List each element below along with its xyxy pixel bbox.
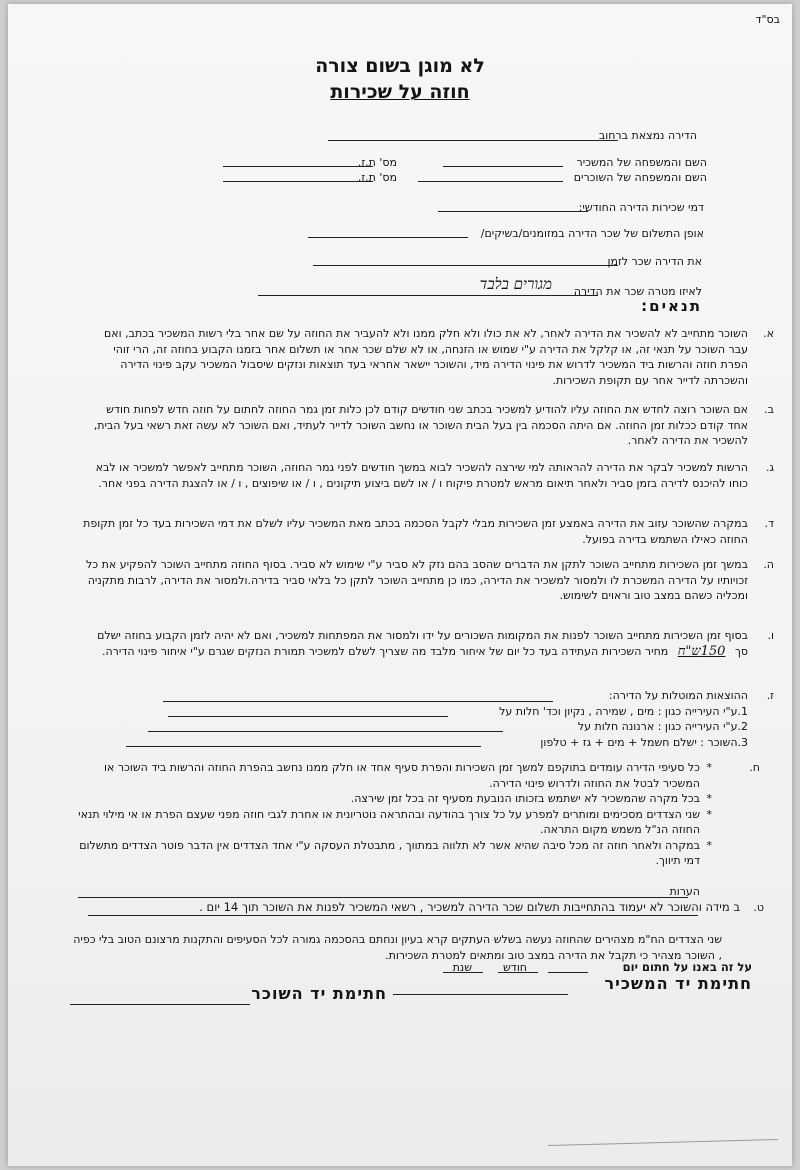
purpose-line[interactable] <box>258 295 598 296</box>
clause-d-letter: ד. <box>764 517 774 530</box>
clause-f-text-b: מחיר השכירות העתידה בעד כל יום של איחור מלבד מה שצריך לשלם למשכיר תמורת הנזקים שגרם ע"י איחור פינוי הדירה. <box>101 644 669 658</box>
clause-d-text: במקרה שהשוכר עזוב את הדירה באמצע זמן השכירות מבלי לקבל הסכמה בכתב מאת המשכיר עליו לשלם את דמי השכירות בעד כל זמן תקופת החוזה כאילו השתמש בדירה בפועל. <box>83 517 748 546</box>
clause-t-text: ב מידה והשוכר לא יעמוד בהתחייבות תשלום שכר הדירה למשכיר , רשאי המשכיר לפנות את השוכר תוך 14 יום . <box>199 900 740 914</box>
tenant-signature-line[interactable] <box>70 1004 250 1005</box>
purpose-label: לאיזו מטרה שכר את הדירה <box>573 285 702 298</box>
clause-h-item-4: * במקרה ולאחר חוזה זה מכל סיבה שהיא אשר לא תלווה במתווך , מתבטלת העסקה ע"י אחד הצדדים אין הדבר פוטר הצדדים מתשלום דמי תיווך. <box>72 838 712 869</box>
rent-period-label: את הדירה שכר לזמן <box>607 255 702 268</box>
clause-f-text-a: בסוף זמן השכירות מתחייב השוכר לפנות את המקומות השכורים על ידו ולמסור את המפתחות למשכיר, ואם לא יהיה לזמן הקבוע בחוזה ישלם סך <box>97 629 748 658</box>
monthly-rent-line[interactable] <box>438 211 588 212</box>
clause-b-letter: ב. <box>764 403 774 416</box>
signed-on-label: על זה באנו על חתום יום <box>622 960 752 974</box>
clause-h-item-2: * בכל מקרה שהמשכיר לא ישתמש בזכותו הנובעת מסעיף זה בכל זמן שירצה. <box>72 791 712 807</box>
year-label: שנת <box>452 961 472 974</box>
document-title: לא מוגן בשום צורה <box>315 55 485 77</box>
clause-e-text: במשך זמן השכירות מתחייב השוכר לתקן את הדברים שהסב בהם נזק לא סביר ע"י שימוש לא סביר. בסוף החוזה מתחייב השוכר להפקיע את כל זכויותיו על הדירה המשכרת לו ולמסור למשכיר את הדירה, כמו כן מתחייב השוכר לתקן כל בלאי סביר בדירה.ולמסור את הדירה, לרבות מתקניה ומכליה כשהם במצב טוב וראוים לשימוש. <box>86 558 748 602</box>
landlord-signature-label: חתימת יד המשכיר <box>604 974 752 993</box>
expense-item-2: 2.ע"י העירייה כגון : ארנונה חלות על <box>577 720 748 733</box>
clause-h-list <box>72 760 712 869</box>
purpose-handwritten-value: מגורים בלבד <box>479 275 552 293</box>
tenant-name-line[interactable] <box>418 181 563 182</box>
expense-item-3: 3.השוכר : ישלם חשמל + מים + גז + טלפון <box>540 735 748 749</box>
expense-item-1: 1.ע"י העירייה כגון : מים , שמירה , נקיון וכד' חלות על <box>499 704 748 718</box>
landlord-name-label: השם והמשפחה של המשכיר <box>576 156 707 169</box>
clause-c-letter: ג. <box>765 461 774 474</box>
clause-b <box>83 402 774 449</box>
year-line[interactable] <box>443 972 483 973</box>
tenant-name-label: השם והמשפחה של השוכרים <box>573 171 707 184</box>
day-line[interactable] <box>548 972 588 973</box>
clause-c-text: הרשות למשכיר לבקר את הדירה להראותה למי שירצה להשכיר לבוא במשך חודשים לפני גמר החוזה, השוכר מתחייב לאפשר למשכיר או לבא כוחו להיכנס לדירה בזמן סביר ולאחר תיאום מראש למטרת פיקוח ו / או לשם ביצוע תיקונים , ו / או שיפוצים , ו / או להצגת הדירה בפני אחר. <box>95 461 748 490</box>
clause-a-text: השוכר מתחייב לא להשכיר את הדירה לאחר, לא את כולו ולא חלק ממנו ולא להעביר את החוזה על שם אחר בלי רשות המשכיר בכתב, ואם עבר השוכר על תנאי זה, או קלקל את הדירה ע"י שמוש או הזנחה, או לא שלם שכר אחר או תשלום אחר בזמנו הקבוע בחוזה זה, הרי זוהי הפרת חוזה והרשות ביד המשכיר לדרוש את פינוי הדירה מיד, והשוכר יישאר אחראי בעד תוצאות ונזקים שיסבול המשכיר עקב פינוי הדירה והשכרתה לדייר אחר עם תקופת השכירות. <box>103 327 748 387</box>
address-line[interactable] <box>328 140 618 141</box>
clause-h-item-3: * שני הצדדים מסכימים ומותרים למפרע על כל צורך בהודעה ובהתראה נוטריונית או אחרת לגבי חוזה מפני שעצם הפרת או אי מילוי תנאי החוזה הנ"ל משמש מקום התראה. <box>72 807 712 838</box>
expense-item-2-row <box>83 719 748 735</box>
contract-page <box>8 4 792 1166</box>
clause-e-letter: ה. <box>763 558 774 571</box>
rent-period-line[interactable] <box>313 265 618 266</box>
clause-a <box>83 326 774 388</box>
expense-item-2-line[interactable] <box>148 731 503 732</box>
clause-e <box>83 557 774 604</box>
clause-g-letter: ז. <box>766 689 774 702</box>
tenant-id-line[interactable] <box>223 181 373 182</box>
clause-t-underline <box>88 915 698 916</box>
tenant-signature-label: חתימת יד השוכר <box>251 984 387 1003</box>
notes-line[interactable] <box>78 897 688 898</box>
clause-h-item-1: * כל סעיפי הדירה עומדים בתוקפם למשך זמן השכירות והפרת סעיף אחד או חלק ממנו נחשב בהפרת החוזה והרשות ביד השוכר או המשכיר לבטל את החוזה ולדרוש פינוי הדירה. <box>72 760 712 791</box>
address-label: הדירה נמצאת ברחוב <box>598 129 697 142</box>
expense-item-1-line[interactable] <box>168 716 448 717</box>
expenses-title: ההוצאות המוטלות על הדירה: <box>608 689 748 702</box>
payment-method-line[interactable] <box>308 237 468 238</box>
expense-item-3-row <box>83 735 748 751</box>
expense-item-3-line[interactable] <box>126 746 481 747</box>
clause-t <box>60 900 764 916</box>
clause-f-letter: ו. <box>767 629 774 642</box>
clause-b-text: אם השוכר רוצה לחדש את החוזה עליו להודיע למשכיר בכתב שני חודשים קודם לכן כלות זמן גמר החוזה לחתום על חוזה חדש לפחות חודש אחד קודם ככלות זמן החוזה. אם היתה הסכמה בין בעל הבית השוכר או נחשב השוכר לדייר לעתיד, ואם השוכר לא עשה זאת רשאי בעל הבית, להשכיר את הדירה לאחר. <box>93 403 748 447</box>
clause-t-letter: ט. <box>753 901 764 914</box>
landlord-signature-line[interactable] <box>393 994 568 995</box>
monthly-rent-label: דמי שכירות הדירה החודשי: <box>578 201 704 214</box>
scan-artifact-line <box>548 1139 778 1146</box>
landlord-id-line[interactable] <box>223 166 373 167</box>
landlord-id-label: מס' ת.ז. <box>357 156 397 169</box>
tenant-id-label: מס' ת.ז. <box>357 171 397 184</box>
month-line[interactable] <box>498 972 538 973</box>
month-label: חודש <box>503 961 527 974</box>
payment-method-label: אופן התשלום של שכר הדירה במזומנים/בשיקים/ <box>480 227 704 240</box>
clause-h-letter: ח. <box>749 761 760 774</box>
document-subtitle: חוזה על שכירות <box>330 81 470 103</box>
blessing-header: בס"ד <box>755 13 780 26</box>
clause-c <box>83 460 774 491</box>
clause-d <box>83 516 774 547</box>
clause-f <box>83 628 774 659</box>
notes-label: הערות <box>669 885 700 898</box>
landlord-name-line[interactable] <box>443 166 563 167</box>
clause-h <box>72 760 760 869</box>
expenses-title-line[interactable] <box>163 701 553 702</box>
conditions-heading: תנאים: <box>641 297 702 315</box>
clause-a-letter: א. <box>763 327 774 340</box>
closing-statement: שני הצדדים הח"מ מצהירים שהחוזה נעשה בשלש העתקים קרא בעיון ונחתם בהסכמה גמורה לכל הסעיפים והתקנות מרצונם הטוב בלי כפיה , השוכר מצהיר כי תקבל את הדירה במצב טוב ומתאים למטרת השכירות. <box>73 933 722 962</box>
clause-g <box>83 688 774 750</box>
clause-f-amount: 150ש"ח <box>677 643 726 659</box>
